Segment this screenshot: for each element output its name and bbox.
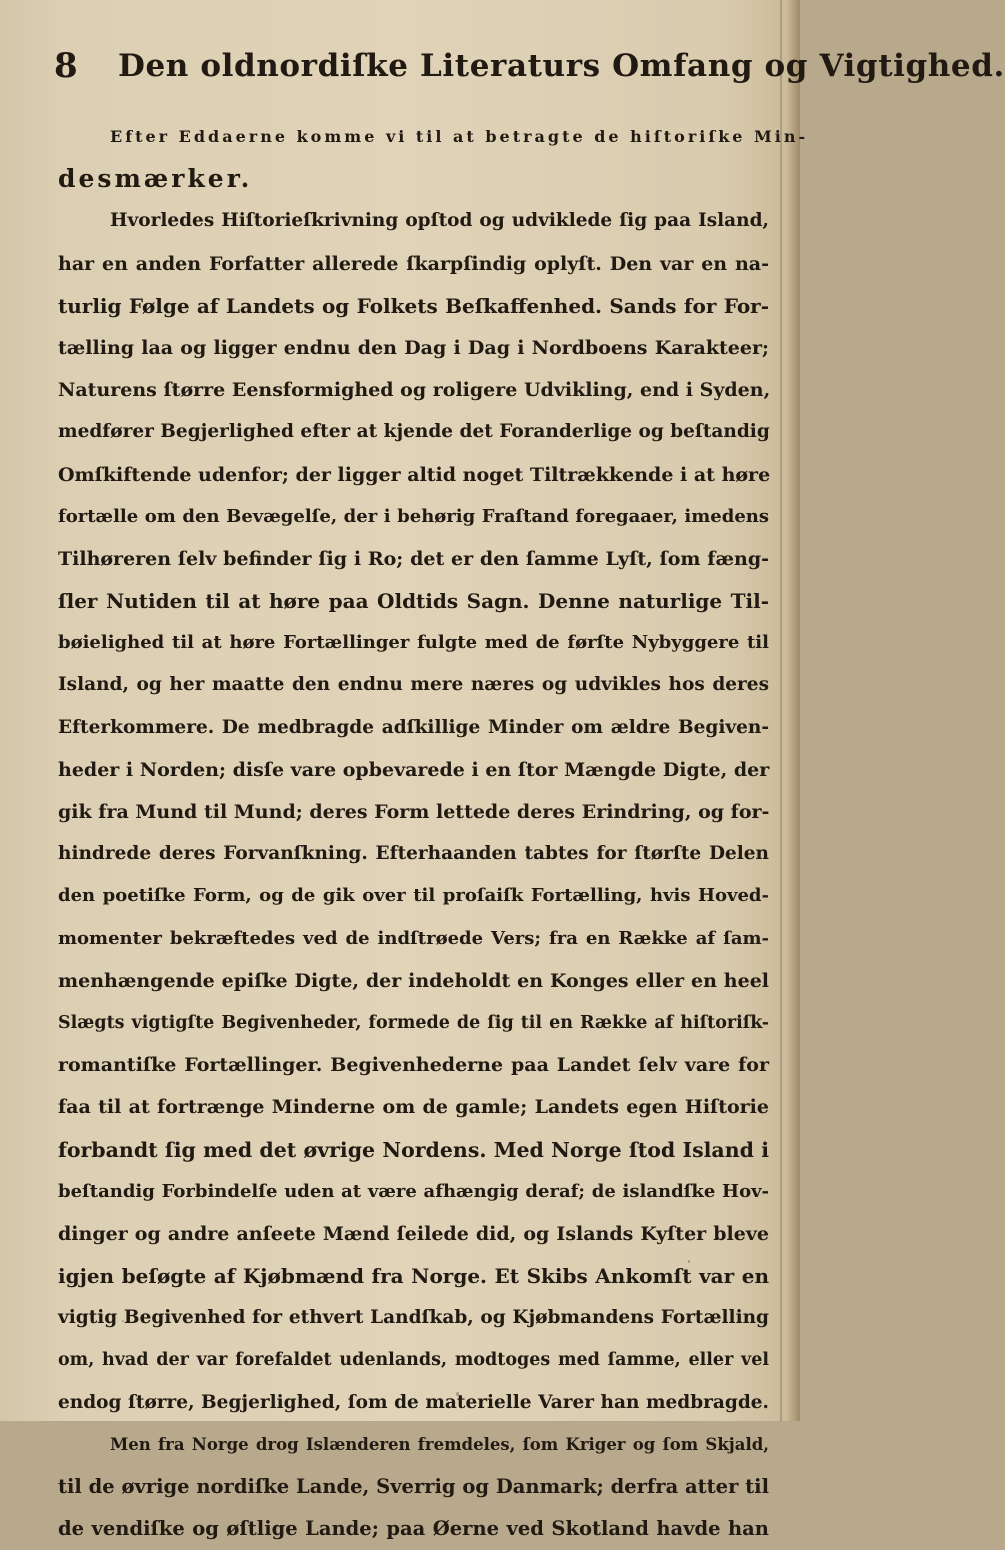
text-line: turlig Følge af Landets og Folkets Beſkaffenhed. Sands for For-: [58, 293, 769, 318]
paper-speck: [688, 1260, 690, 1263]
text-line: om, hvad der var forefaldet udenlands, modtoges med ſamme, eller vel: [58, 1350, 769, 1371]
text-line: beſtandig Forbindelſe uden at være afhængig deraf; de islandſke Hov-: [58, 1180, 769, 1202]
text-line: romantiſke Fortællinger. Begivenhederne paa Landet ſelv vare for: [58, 1054, 769, 1077]
text-line: dinger og andre anſeete Mænd ſeilede did, og Islands Kyſter bleve: [58, 1222, 769, 1245]
text-line: momenter bekræftedes ved de indſtrøede Vers; fra en Række af ſam-: [58, 927, 769, 949]
text-line: ſler Nutiden til at høre paa Oldtids Sagn. Denne naturlige Til-: [58, 589, 769, 614]
text-line: Island, og her maatte den endnu mere næres og udvikles hos deres: [58, 674, 769, 696]
text-line: Hvorledes Hiſtorieſkrivning opſtod og udviklede ſig paa Island,: [110, 210, 769, 232]
text-line: igjen beſøgte af Kjøbmænd fra Norge. Et Skibs Ankomſt var en: [58, 1264, 769, 1289]
text-line: har en anden Forfatter allerede ſkarpſindig oplyſt. Den var en na-: [58, 252, 769, 275]
text-line: Naturens ſtørre Eensformighed og roligere Udvikling, end i Syden,: [58, 379, 771, 402]
text-line: vigtig Begivenhed for ethvert Landſkab, og Kjøbmandens Fortælling: [58, 1307, 769, 1329]
text-line: endog ſtørre, Begjerlighed, ſom de materielle Varer han medbragde.: [58, 1391, 769, 1413]
page-header: [40, 46, 1005, 90]
text-line: forbandt ſig med det øvrige Nordens. Med Norge ſtod Island i: [58, 1137, 769, 1162]
text-line: faa til at fortrænge Minderne om de gamle; Landets egen Hiſtorie: [58, 1096, 769, 1119]
text-line: de vendiſke og øſtlige Lande; paa Øerne ved Skotland havde han: [58, 1517, 769, 1541]
paper-speck: [456, 1392, 459, 1396]
text-line: Efter Eddaerne komme vi til at betragte de hiſtoriſke Min-: [110, 127, 809, 146]
text-line: desmærker.: [58, 164, 253, 194]
text-line: Omſkiftende udenfor; der ligger altid noget Tiltrækkende i at høre: [58, 463, 771, 486]
text-line: bøielighed til at høre Fortællinger fulgte med de førſte Nybyggere til: [58, 632, 769, 654]
text-line: Men fra Norge drog Islænderen fremdeles, ſom Kriger og ſom Skjald,: [110, 1434, 769, 1454]
text-line: menhængende epiſke Digte, der indeholdt en Konges eller en heel: [58, 969, 769, 992]
text-line: heder i Norden; disſe vare opbevarede i en ſtor Mængde Digte, der: [58, 758, 770, 781]
text-line: Slægts vigtigſte Begivenheder, formede de ſig til en Række af hiſtoriſk-: [58, 1012, 769, 1033]
text-line: Tilhøreren ſelv befinder ſig i Ro; det er den ſamme Lyſt, ſom fæng-: [58, 547, 769, 570]
text-line: til de øvrige nordiſke Lande, Sverrig og Danmark; derfra atter til: [58, 1475, 769, 1498]
page-number: 8: [54, 46, 78, 86]
text-line: hindrede deres Forvanſkning. Efterhaanden tabtes for ſtørſte Delen: [58, 843, 769, 865]
text-line: tælling laa og ligger endnu den Dag i Dag i Nordboens Karakteer;: [58, 336, 769, 359]
text-line: Efterkommere. De medbragde adſkillige Minder om ældre Begiven-: [58, 716, 769, 738]
body-text: [58, 116, 809, 1550]
text-line: gik fra Mund til Mund; deres Form lettede deres Erindring, og for-: [58, 801, 770, 823]
binding-shadow-line: [780, 0, 782, 1421]
text-line: medfører Begjerlighed efter at kjende det Foranderlige og beſtandig: [58, 421, 770, 443]
paper-speck: [122, 1320, 124, 1322]
text-line: fortælle om den Bevægelſe, der i behørig Fraſtand foregaaer, imedens: [58, 505, 769, 527]
page-right-edge: [786, 0, 800, 1421]
text-line: den poetiſke Form, og de gik over til proſaiſk Fortælling, hvis Hoved-: [58, 885, 769, 907]
running-title: Den oldnordiſke Literaturs Omfang og Vigtighed.: [118, 48, 1005, 84]
